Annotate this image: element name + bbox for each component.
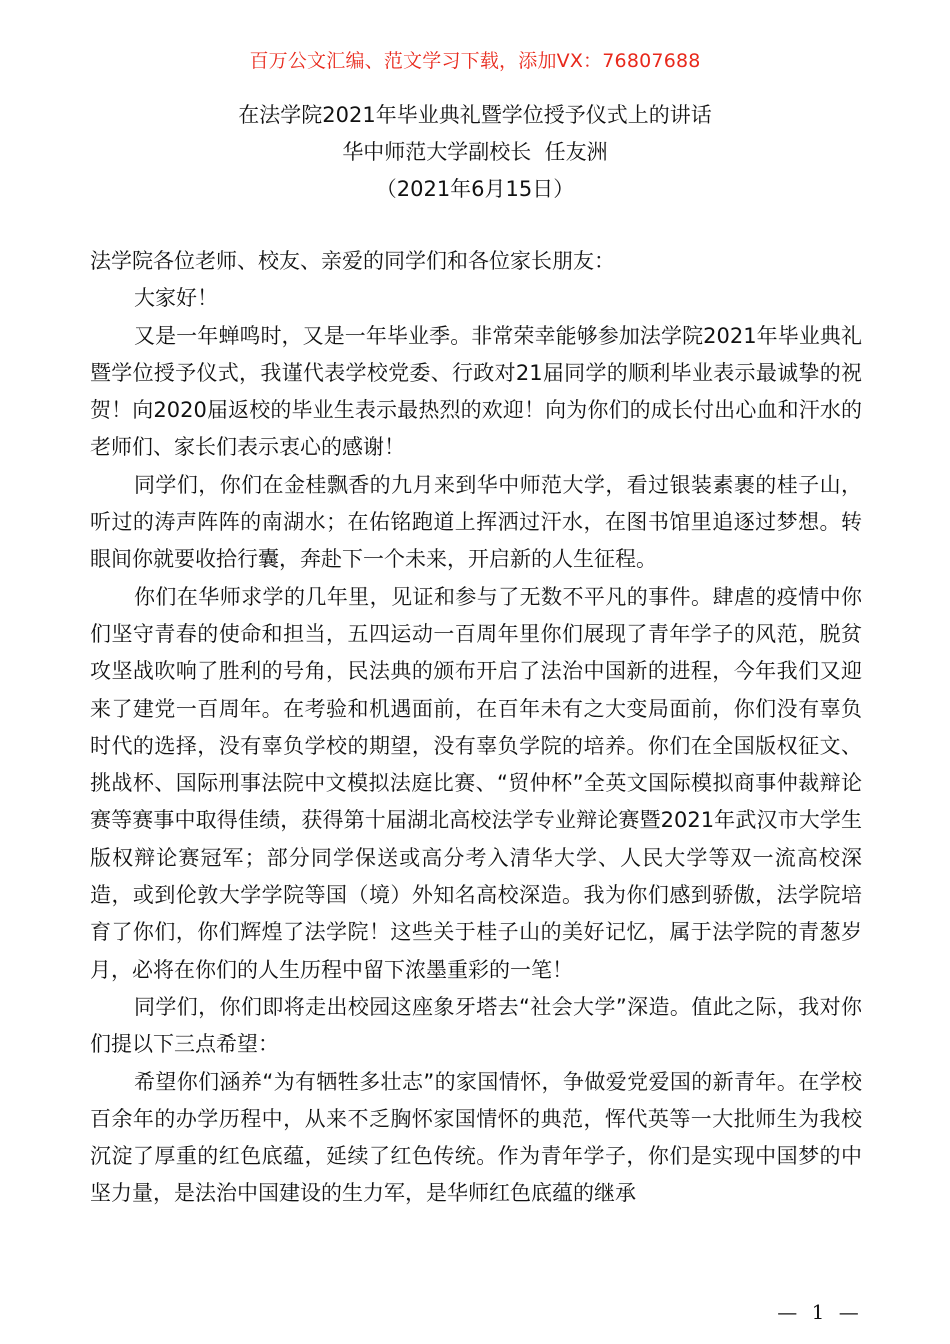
paragraph: 同学们，你们在金桂飘香的九月来到华中师范大学，看过银装素裹的桂子山，听过的涛声阵阵的南湖水；在佑铭跑道上挥洒过汗水，在图书馆里追逐过梦想。转眼间你就要收拾行囊，奔赴下一个未来，开启新的人生征程。 <box>90 472 862 572</box>
salutation: 法学院各位老师、校友、亲爱的同学们和各位家长朋友： <box>90 249 615 273</box>
paragraph: 又是一年蝉鸣时，又是一年毕业季。非常荣幸能够参加法学院2021年毕业典礼暨学位授予仪式，我谨代表学校党委、行政对21届同学的顺利毕业表示最诚挚的祝贺！向2020届返校的毕业生表示最热烈的欢迎！向为你们的成长付出心血和汗水的老师们、家长们表示衷心的感谢！ <box>90 323 862 460</box>
paragraph: 希望你们涵养“为有牺牲多壮志”的家国情怀，争做爱党爱国的新青年。在学校百余年的办学历程中，从来不乏胸怀家国情怀的典范，恽代英等一大批师生为我校沉淀了厚重的红色底蕴，延续了红色传统。作为青年学子，你们是实现中国梦的中坚力量，是法治中国建设的生力军，是华师红色底蕴的继承 <box>90 1069 862 1206</box>
speech-body <box>90 243 862 1213</box>
speech-date: （2021年6月15日） <box>375 177 575 201</box>
speaker-line: 华中师范大学副校长 任友洲 <box>342 140 608 164</box>
paragraph: 同学们，你们即将走出校园这座象牙塔去“社会大学”深造。值此之际，我对你们提以下三点希望： <box>90 994 862 1057</box>
paragraph: 你们在华师求学的几年里，见证和参与了无数不平凡的事件。肆虐的疫情中你们坚守青春的使命和担当，五四运动一百周年里你们展现了青年学子的风范，脱贫攻坚战吹响了胜利的号角，民法典的颁布开启了法治中国新的进程，今年我们又迎来了建党一百周年。在考验和机遇面前，在百年未有之大变局面前，你们没有辜负时代的选择，没有辜负学校的期望，没有辜负学院的培养。你们在全国版权征文、挑战杯、国际刑事法院中文模拟法庭比赛、“贸仲杯”全英文国际模拟商事仲裁辩论赛等赛事中取得佳绩，获得第十届湖北高校法学专业辩论赛暨2021年武汉市大学生版权辩论赛冠军；部分同学保送或高分考入清华大学、人民大学等双一流高校深造，或到伦敦大学学院等国（境）外知名高校深造。我为你们感到骄傲，法学院培育了你们，你们辉煌了法学院！这些关于桂子山的美好记忆，属于法学院的青葱岁月，必将在你们的人生历程中留下浓墨重彩的一笔！ <box>90 584 862 982</box>
paragraph: 大家好！ <box>134 286 218 311</box>
watermark-banner: 百万公文汇编、范文学习下载，添加VX：76807688 <box>249 50 701 72</box>
speech-title: 在法学院2021年毕业典礼暨学位授予仪式上的讲话 <box>238 103 712 127</box>
page-number: — 1 — <box>777 1300 863 1324</box>
speech-header <box>0 97 950 208</box>
